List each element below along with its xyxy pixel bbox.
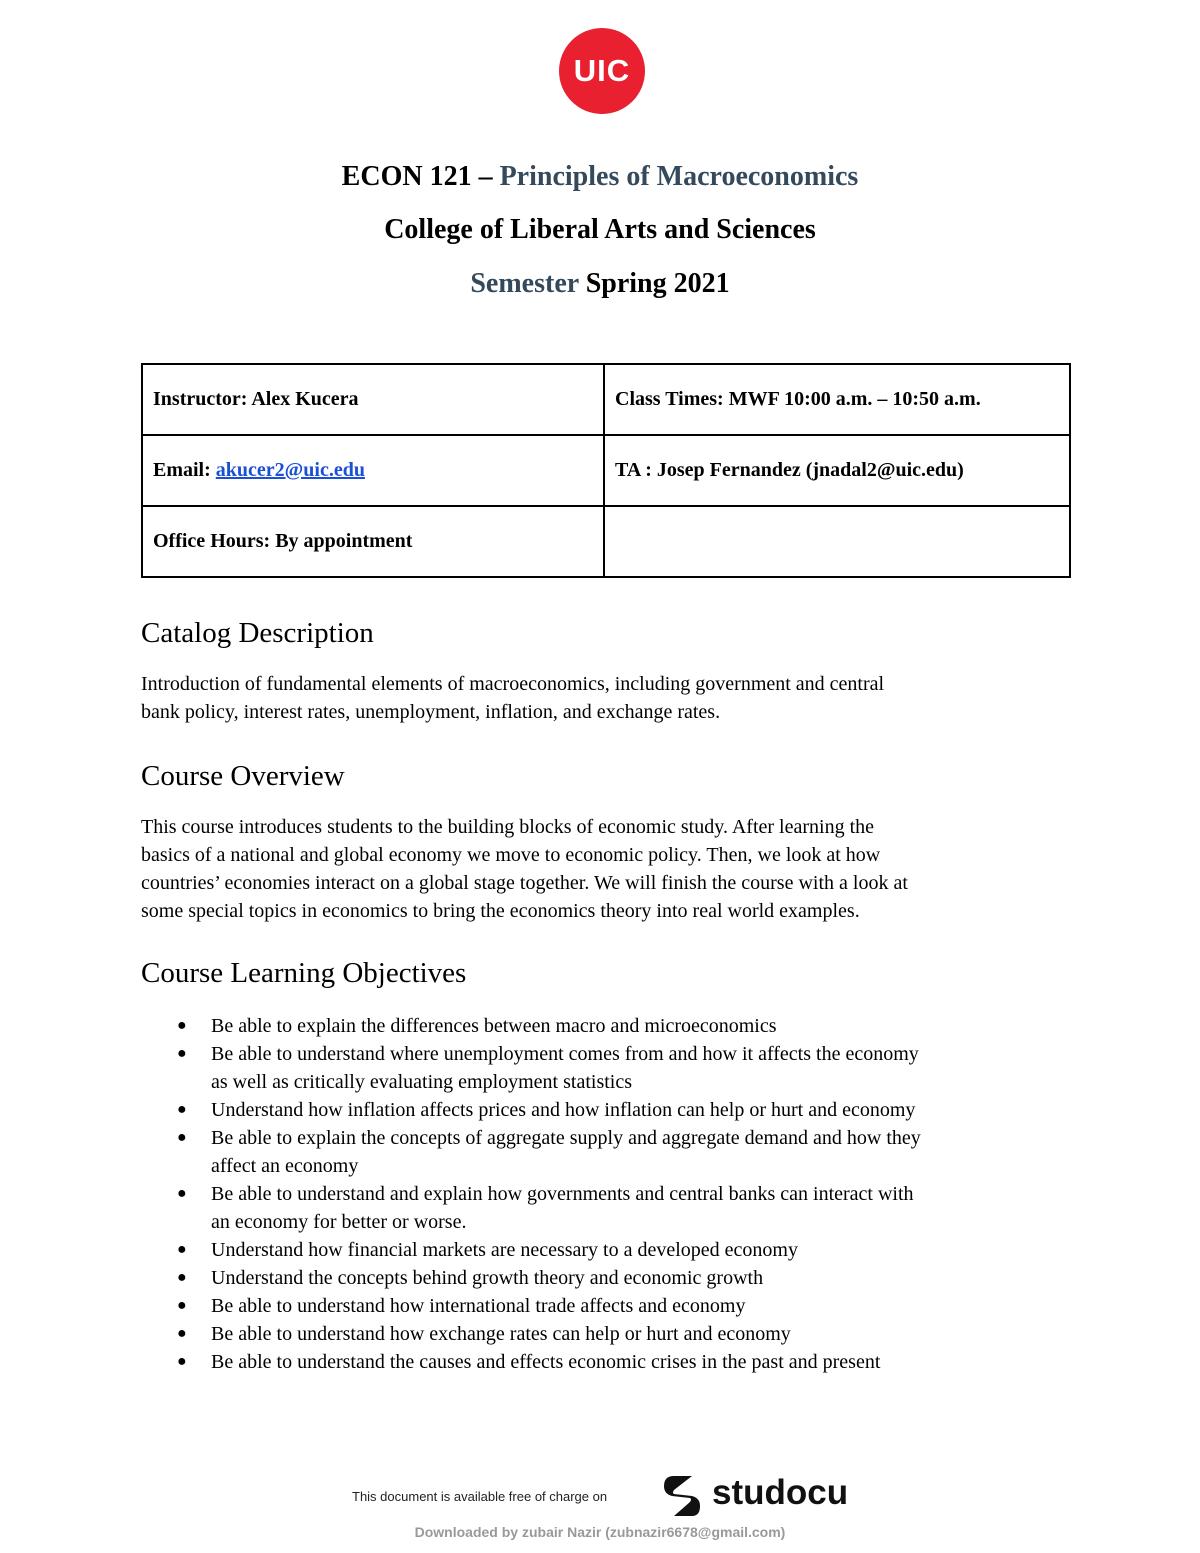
semester-value: Spring 2021 xyxy=(578,268,730,299)
objective-item xyxy=(141,1348,1071,1376)
table-row xyxy=(142,435,1070,506)
college-name: College of Liberal Arts and Sciences xyxy=(384,214,816,245)
objective-text: Be able to understand and explain how governments and central banks can interact with xyxy=(211,1183,914,1205)
availability-note: This document is available free of charge on xyxy=(352,1489,608,1504)
bullet-icon: ● xyxy=(177,1241,187,1258)
instructor-email-link[interactable]: akucer2@uic.edu xyxy=(215,459,365,481)
objective-item xyxy=(141,1236,1071,1264)
uic-logo-text: UIC xyxy=(573,53,631,88)
table-row xyxy=(142,506,1070,577)
bullet-icon: ● xyxy=(177,1269,187,1286)
studocu-brand: studocu xyxy=(712,1473,849,1512)
office-hours-cell: Office Hours: By appointment xyxy=(142,506,604,577)
objective-text: affect an economy xyxy=(211,1155,359,1177)
text-line: bank policy, interest rates, unemployment, inflation, and exchange rates. xyxy=(141,701,721,723)
course-name: Principles of Macroeconomics xyxy=(499,161,859,192)
empty-cell xyxy=(604,506,1070,577)
catalog-heading: Catalog Description xyxy=(141,617,374,649)
course-code: ECON 121 – xyxy=(341,161,500,192)
objective-item xyxy=(141,1040,1071,1096)
instructor-cell: Instructor: Alex Kucera xyxy=(142,364,604,435)
bullet-icon: ● xyxy=(177,1129,187,1146)
objective-text: Understand how financial markets are necessary to a developed economy xyxy=(211,1239,798,1261)
course-info-table xyxy=(141,363,1071,578)
semester-label: Semester xyxy=(470,268,579,299)
studocu-logo-icon xyxy=(662,1474,702,1518)
uic-logo xyxy=(559,28,645,114)
bullet-icon: ● xyxy=(177,1045,187,1062)
objective-item xyxy=(141,1012,1071,1040)
bullet-icon: ● xyxy=(177,1297,187,1314)
objective-text: Be able to understand the causes and effects economic crises in the past and present xyxy=(211,1351,881,1373)
bullet-icon: ● xyxy=(177,1185,187,1202)
objective-text: Be able to understand where unemployment comes from and how it affects the economy xyxy=(211,1043,919,1065)
download-note: Downloaded by zubair Nazir (zubnazir6678@gmail.com) xyxy=(414,1524,786,1540)
objective-text: Be able to understand how exchange rates can help or hurt and economy xyxy=(211,1323,791,1345)
catalog-description xyxy=(141,670,1061,726)
objective-text: Be able to explain the differences between macro and microeconomics xyxy=(211,1015,777,1037)
objective-item xyxy=(141,1292,1071,1320)
text-line: Introduction of fundamental elements of macroeconomics, including government and central xyxy=(141,673,885,695)
bullet-icon: ● xyxy=(177,1017,187,1034)
class-times-cell: Class Times: MWF 10:00 a.m. – 10:50 a.m. xyxy=(604,364,1070,435)
text-line: basics of a national and global economy we move to economic policy. Then, we look at how xyxy=(141,844,881,866)
email-label: Email: xyxy=(153,459,216,481)
objective-item xyxy=(141,1180,1071,1236)
objective-text: Be able to explain the concepts of aggregate supply and aggregate demand and how they xyxy=(211,1127,921,1149)
text-line: some special topics in economics to bring the economics theory into real world examples. xyxy=(141,900,860,922)
bullet-icon: ● xyxy=(177,1101,187,1118)
bullet-icon: ● xyxy=(177,1353,187,1370)
overview-heading: Course Overview xyxy=(141,760,345,792)
email-cell xyxy=(142,435,604,506)
objective-text: an economy for better or worse. xyxy=(211,1211,467,1233)
objective-item xyxy=(141,1320,1071,1348)
objective-text: Understand how inflation affects prices and how inflation can help or hurt and economy xyxy=(211,1099,916,1121)
objective-text: as well as critically evaluating employment statistics xyxy=(211,1071,632,1093)
course-title xyxy=(0,161,1200,193)
text-line: countries’ economies interact on a global stage together. We will finish the course with a look at xyxy=(141,872,908,894)
objective-item xyxy=(141,1124,1071,1180)
objective-text: Be able to understand how international trade affects and economy xyxy=(211,1295,746,1317)
bullet-icon: ● xyxy=(177,1325,187,1342)
ta-cell: TA : Josep Fernandez (jnadal2@uic.edu) xyxy=(604,435,1070,506)
semester-line xyxy=(0,268,1200,300)
objectives-heading: Course Learning Objectives xyxy=(141,957,467,989)
course-overview xyxy=(141,813,1061,925)
objectives-list xyxy=(141,1012,1071,1376)
objective-text: Understand the concepts behind growth theory and economic growth xyxy=(211,1267,764,1289)
text-line: This course introduces students to the building blocks of economic study. After learning the xyxy=(141,816,874,838)
table-row xyxy=(142,364,1070,435)
objective-item xyxy=(141,1096,1071,1124)
objective-item xyxy=(141,1264,1071,1292)
